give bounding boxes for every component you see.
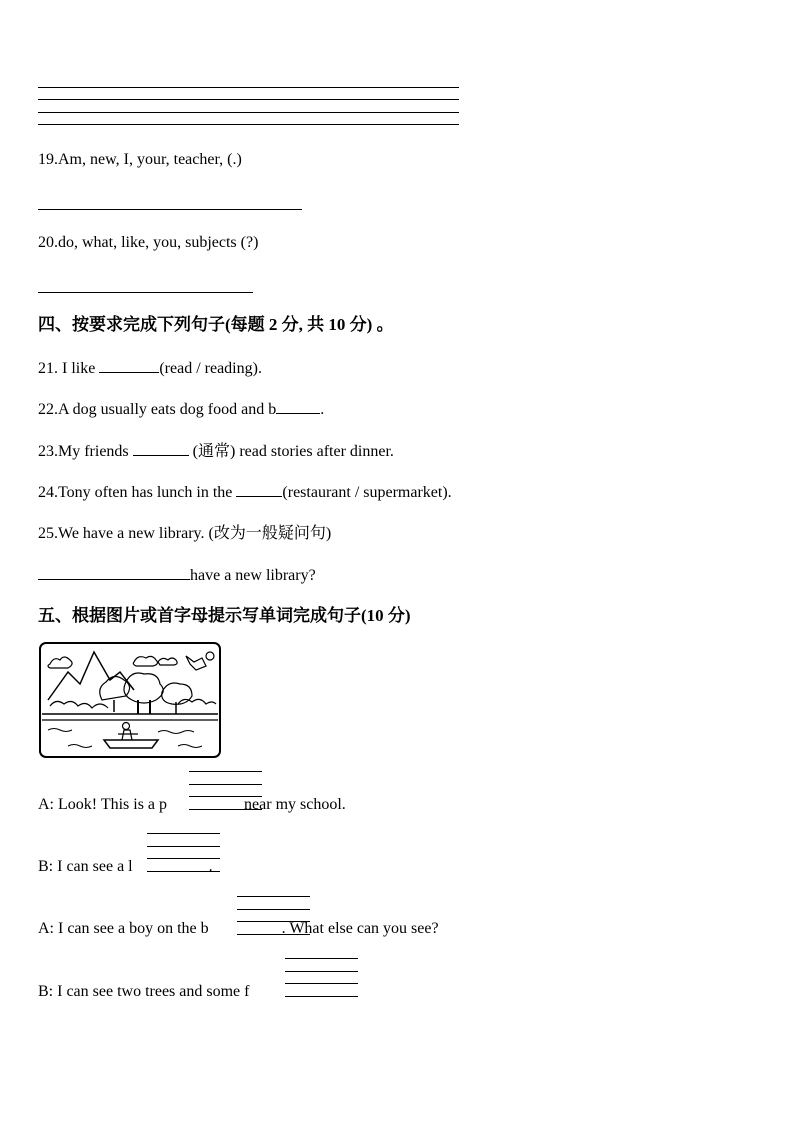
park-lake-picture — [38, 642, 224, 760]
question-21: 21. I like (read / reading). — [38, 360, 262, 377]
answer-line[interactable] — [38, 124, 459, 125]
section-4-heading: 四、按要求完成下列句子(每题 2 分, 共 10 分) 。 — [38, 315, 394, 334]
question-22: 22.A dog usually eats dog food and b . — [38, 401, 325, 418]
question-23: 23.My friends (通常) read stories after dinner. — [38, 443, 394, 460]
answer-line[interactable] — [38, 209, 302, 210]
question-20: 20.do, what, like, you, subjects (?) — [38, 234, 259, 251]
picture-sentence-2: B: I can see a l . — [38, 858, 213, 875]
answer-blank[interactable] — [99, 358, 159, 373]
picture-sentence-4: B: I can see two trees and some f — [38, 983, 250, 1000]
section-5-heading: 五、根据图片或首字母提示写单词完成句子(10 分) — [38, 606, 411, 625]
answer-blank[interactable] — [38, 565, 190, 580]
answer-blank[interactable] — [236, 482, 282, 497]
answer-blank[interactable] — [276, 399, 320, 414]
picture-sentence-3: A: I can see a boy on the b . What else can you see? — [38, 920, 439, 937]
answer-line[interactable] — [38, 292, 253, 293]
answer-blank[interactable] — [133, 441, 189, 456]
question-25: 25.We have a new library. (改为一般疑问句) — [38, 525, 332, 542]
picture-sentence-1: A: Look! This is a p near my school. — [38, 796, 346, 813]
answer-line[interactable] — [38, 99, 459, 100]
answer-lines[interactable] — [285, 958, 358, 998]
question-24: 24.Tony often has lunch in the (restaurant / supermarket). — [38, 484, 452, 501]
question-25-answer: have a new library? — [38, 565, 316, 586]
question-19: 19.Am, new, I, your, teacher, (.) — [38, 151, 242, 168]
answer-line[interactable] — [38, 112, 459, 113]
answer-line[interactable] — [38, 87, 459, 88]
